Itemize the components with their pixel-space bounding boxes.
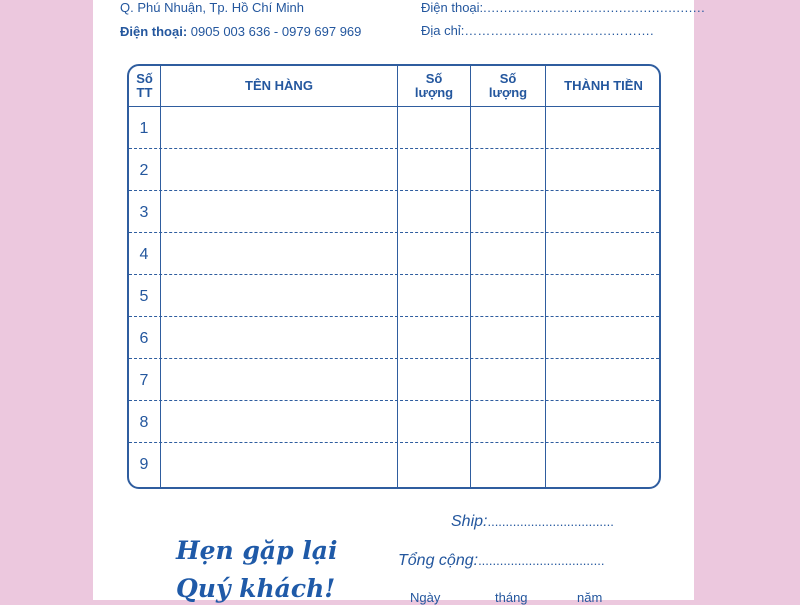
total-line — [398, 552, 604, 570]
header-stt: Số TT — [136, 71, 153, 100]
total-dots: ................................... — [478, 553, 605, 568]
customer-phone-label: Điện thoại: — [421, 0, 484, 15]
row-divider — [129, 400, 659, 401]
date-year-label: năm — [577, 590, 603, 605]
row-divider — [129, 316, 659, 317]
customer-phone — [421, 0, 705, 15]
header-so-luong: Số lượng — [414, 71, 454, 100]
row-divider — [129, 148, 659, 149]
row-number: 2 — [139, 162, 149, 179]
column-divider — [160, 66, 161, 487]
row-number: 4 — [139, 246, 149, 263]
customer-address-dots: …………………………….………. — [464, 23, 654, 38]
row-number: 8 — [139, 414, 149, 431]
row-number: 9 — [139, 456, 149, 473]
header-divider — [129, 106, 659, 107]
header-ten-hang: TÊN HÀNG — [245, 78, 313, 93]
row-number: 6 — [139, 330, 149, 347]
slogan-line-2: Quý khách! — [176, 574, 336, 603]
ship-line — [451, 513, 614, 531]
row-number: 5 — [139, 288, 149, 305]
date-month-label: tháng — [495, 590, 528, 605]
slogan-line-1: Hẹn gặp lại — [176, 536, 338, 565]
row-number: 7 — [139, 372, 149, 389]
store-phone-value: 0905 003 636 - 0979 697 969 — [190, 24, 362, 39]
header-so-luong-2: Số lượng — [488, 71, 528, 100]
row-number: 1 — [139, 120, 149, 137]
row-divider — [129, 274, 659, 275]
store-phone-label: Điện thoại: — [120, 24, 188, 39]
column-divider — [470, 66, 471, 487]
date-day-label: Ngày — [410, 590, 441, 605]
total-label: Tổng cộng: — [398, 552, 479, 569]
header-thanh-tien: THÀNH TIỀN — [564, 78, 643, 93]
column-divider — [545, 66, 546, 487]
ship-dots: ................................... — [487, 514, 614, 529]
customer-address-label: Địa chỉ: — [421, 23, 465, 38]
row-divider — [129, 190, 659, 191]
row-divider — [129, 358, 659, 359]
customer-phone-dots: ...................................................... — [483, 0, 706, 15]
items-table — [127, 64, 661, 489]
ship-label: Ship: — [451, 513, 488, 530]
row-divider — [129, 232, 659, 233]
row-number: 3 — [139, 204, 149, 221]
row-divider — [129, 442, 659, 443]
column-divider — [397, 66, 398, 487]
customer-address — [421, 23, 654, 38]
store-address: Q. Phú Nhuận, Tp. Hồ Chí Minh — [120, 0, 305, 15]
store-phone — [120, 24, 361, 39]
